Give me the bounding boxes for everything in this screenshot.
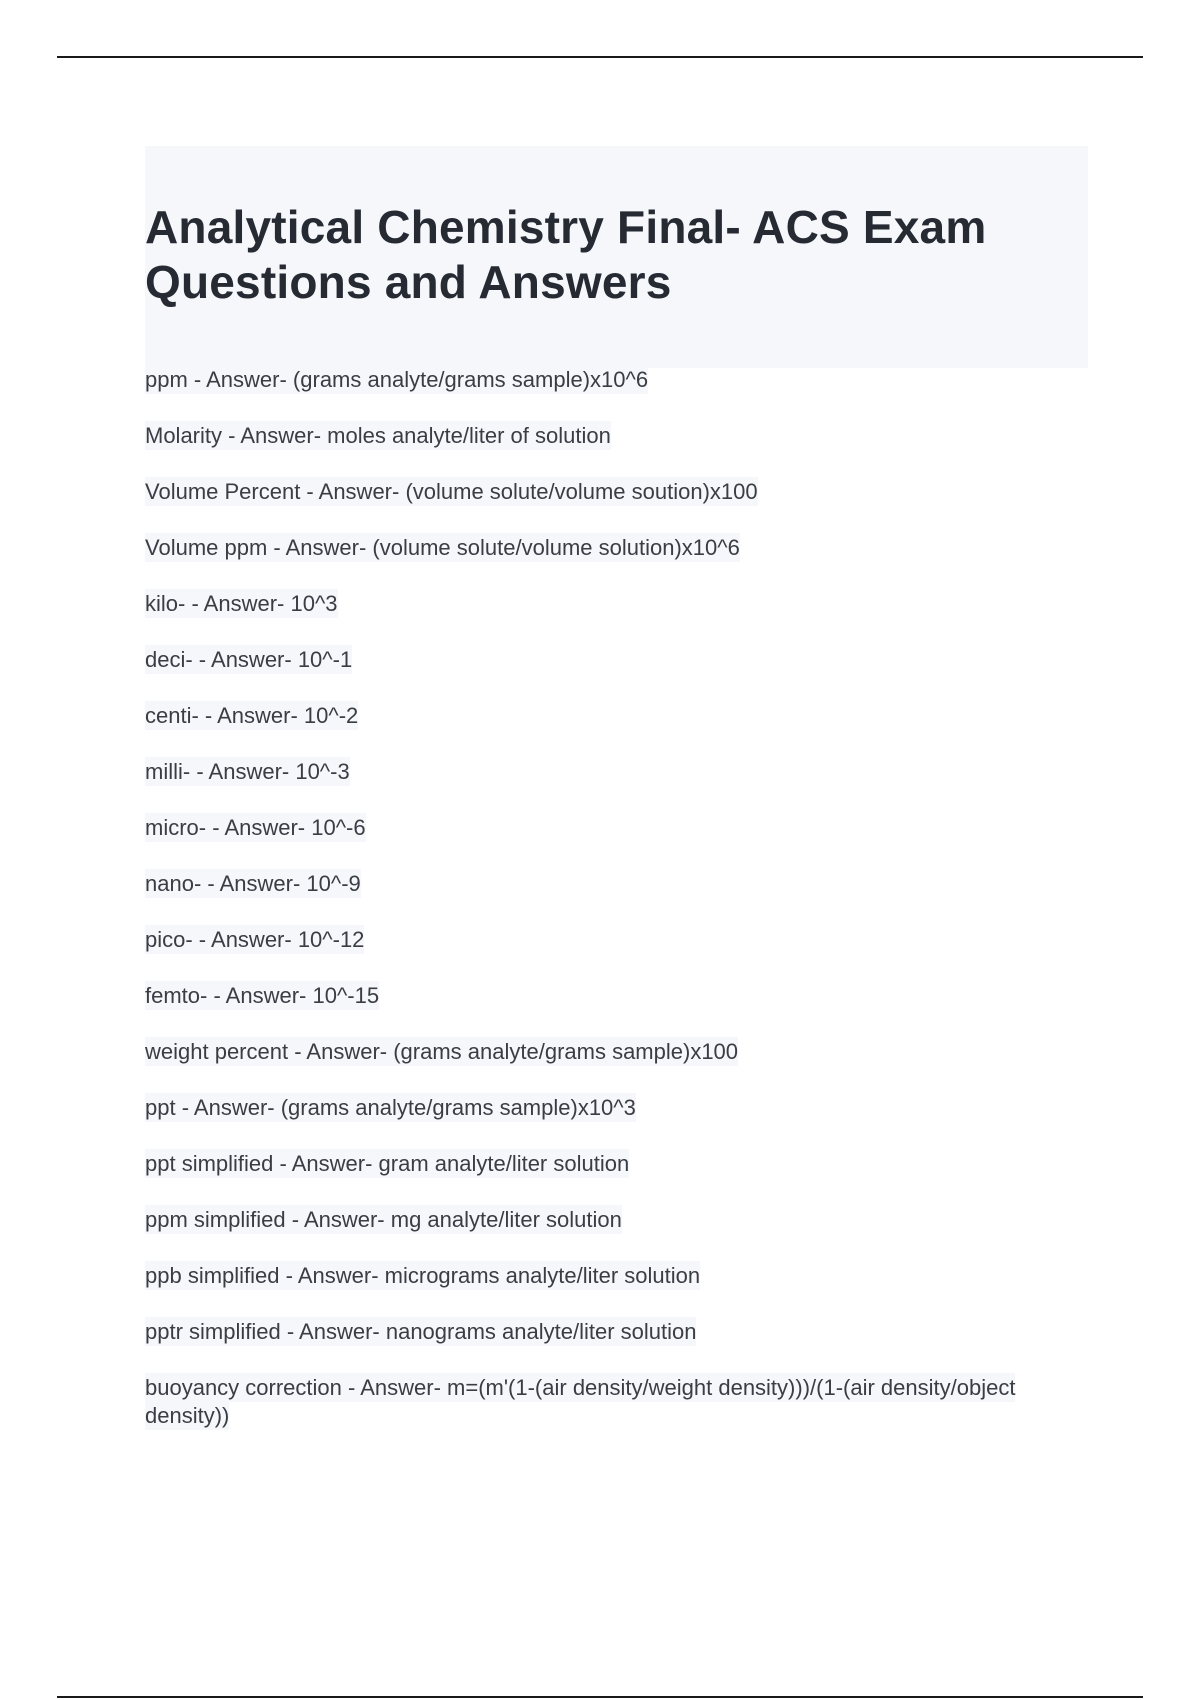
qa-text: ppt - Answer- (grams analyte/grams sample)x10^3 [145,1095,636,1120]
qa-text: weight percent - Answer- (grams analyte/grams sample)x100 [145,1039,739,1064]
qa-list [145,366,1045,1430]
qa-item [145,590,1045,646]
qa-text: femto- - Answer- 10^-15 [145,983,380,1008]
qa-item [145,1374,1045,1430]
document-title: Analytical Chemistry Final- ACS Exam Questions and Answers [145,201,987,308]
qa-item [145,1150,1045,1206]
qa-text: kilo- - Answer- 10^3 [145,591,338,616]
qa-item [145,534,1045,590]
top-rule [57,56,1143,58]
qa-item [145,478,1045,534]
qa-item [145,1262,1045,1318]
qa-item [145,982,1045,1038]
qa-item [145,926,1045,982]
qa-item [145,422,1045,478]
qa-item [145,702,1045,758]
qa-item [145,646,1045,702]
qa-text: ppt simplified - Answer- gram analyte/liter solution [145,1151,630,1176]
qa-item [145,814,1045,870]
qa-text: Molarity - Answer- moles analyte/liter of solution [145,423,611,448]
qa-text: ppm - Answer- (grams analyte/grams sample)x10^6 [145,367,649,392]
qa-text: centi- - Answer- 10^-2 [145,703,359,728]
qa-item [145,1318,1045,1374]
qa-text: Volume Percent - Answer- (volume solute/volume soution)x100 [145,479,758,504]
qa-item [145,366,1045,422]
qa-text: pptr simplified - Answer- nanograms analyte/liter solution [145,1319,697,1344]
qa-text: Volume ppm - Answer- (volume solute/volume solution)x10^6 [145,535,740,560]
qa-item [145,758,1045,814]
qa-item [145,1038,1045,1094]
qa-text: ppm simplified - Answer- mg analyte/liter solution [145,1207,622,1232]
qa-text: nano- - Answer- 10^-9 [145,871,361,896]
qa-text: micro- - Answer- 10^-6 [145,815,366,840]
qa-item [145,870,1045,926]
qa-text: milli- - Answer- 10^-3 [145,759,350,784]
qa-item [145,1206,1045,1262]
qa-text: deci- - Answer- 10^-1 [145,647,353,672]
bottom-rule [57,1696,1143,1698]
qa-text: pico- - Answer- 10^-12 [145,927,365,952]
qa-text: ppb simplified - Answer- micrograms analyte/liter solution [145,1263,701,1288]
qa-item [145,1094,1045,1150]
qa-text: buoyancy correction - Answer- m=(m'(1-(air density/weight density)))/(1-(air density/object density)) [145,1375,1016,1428]
